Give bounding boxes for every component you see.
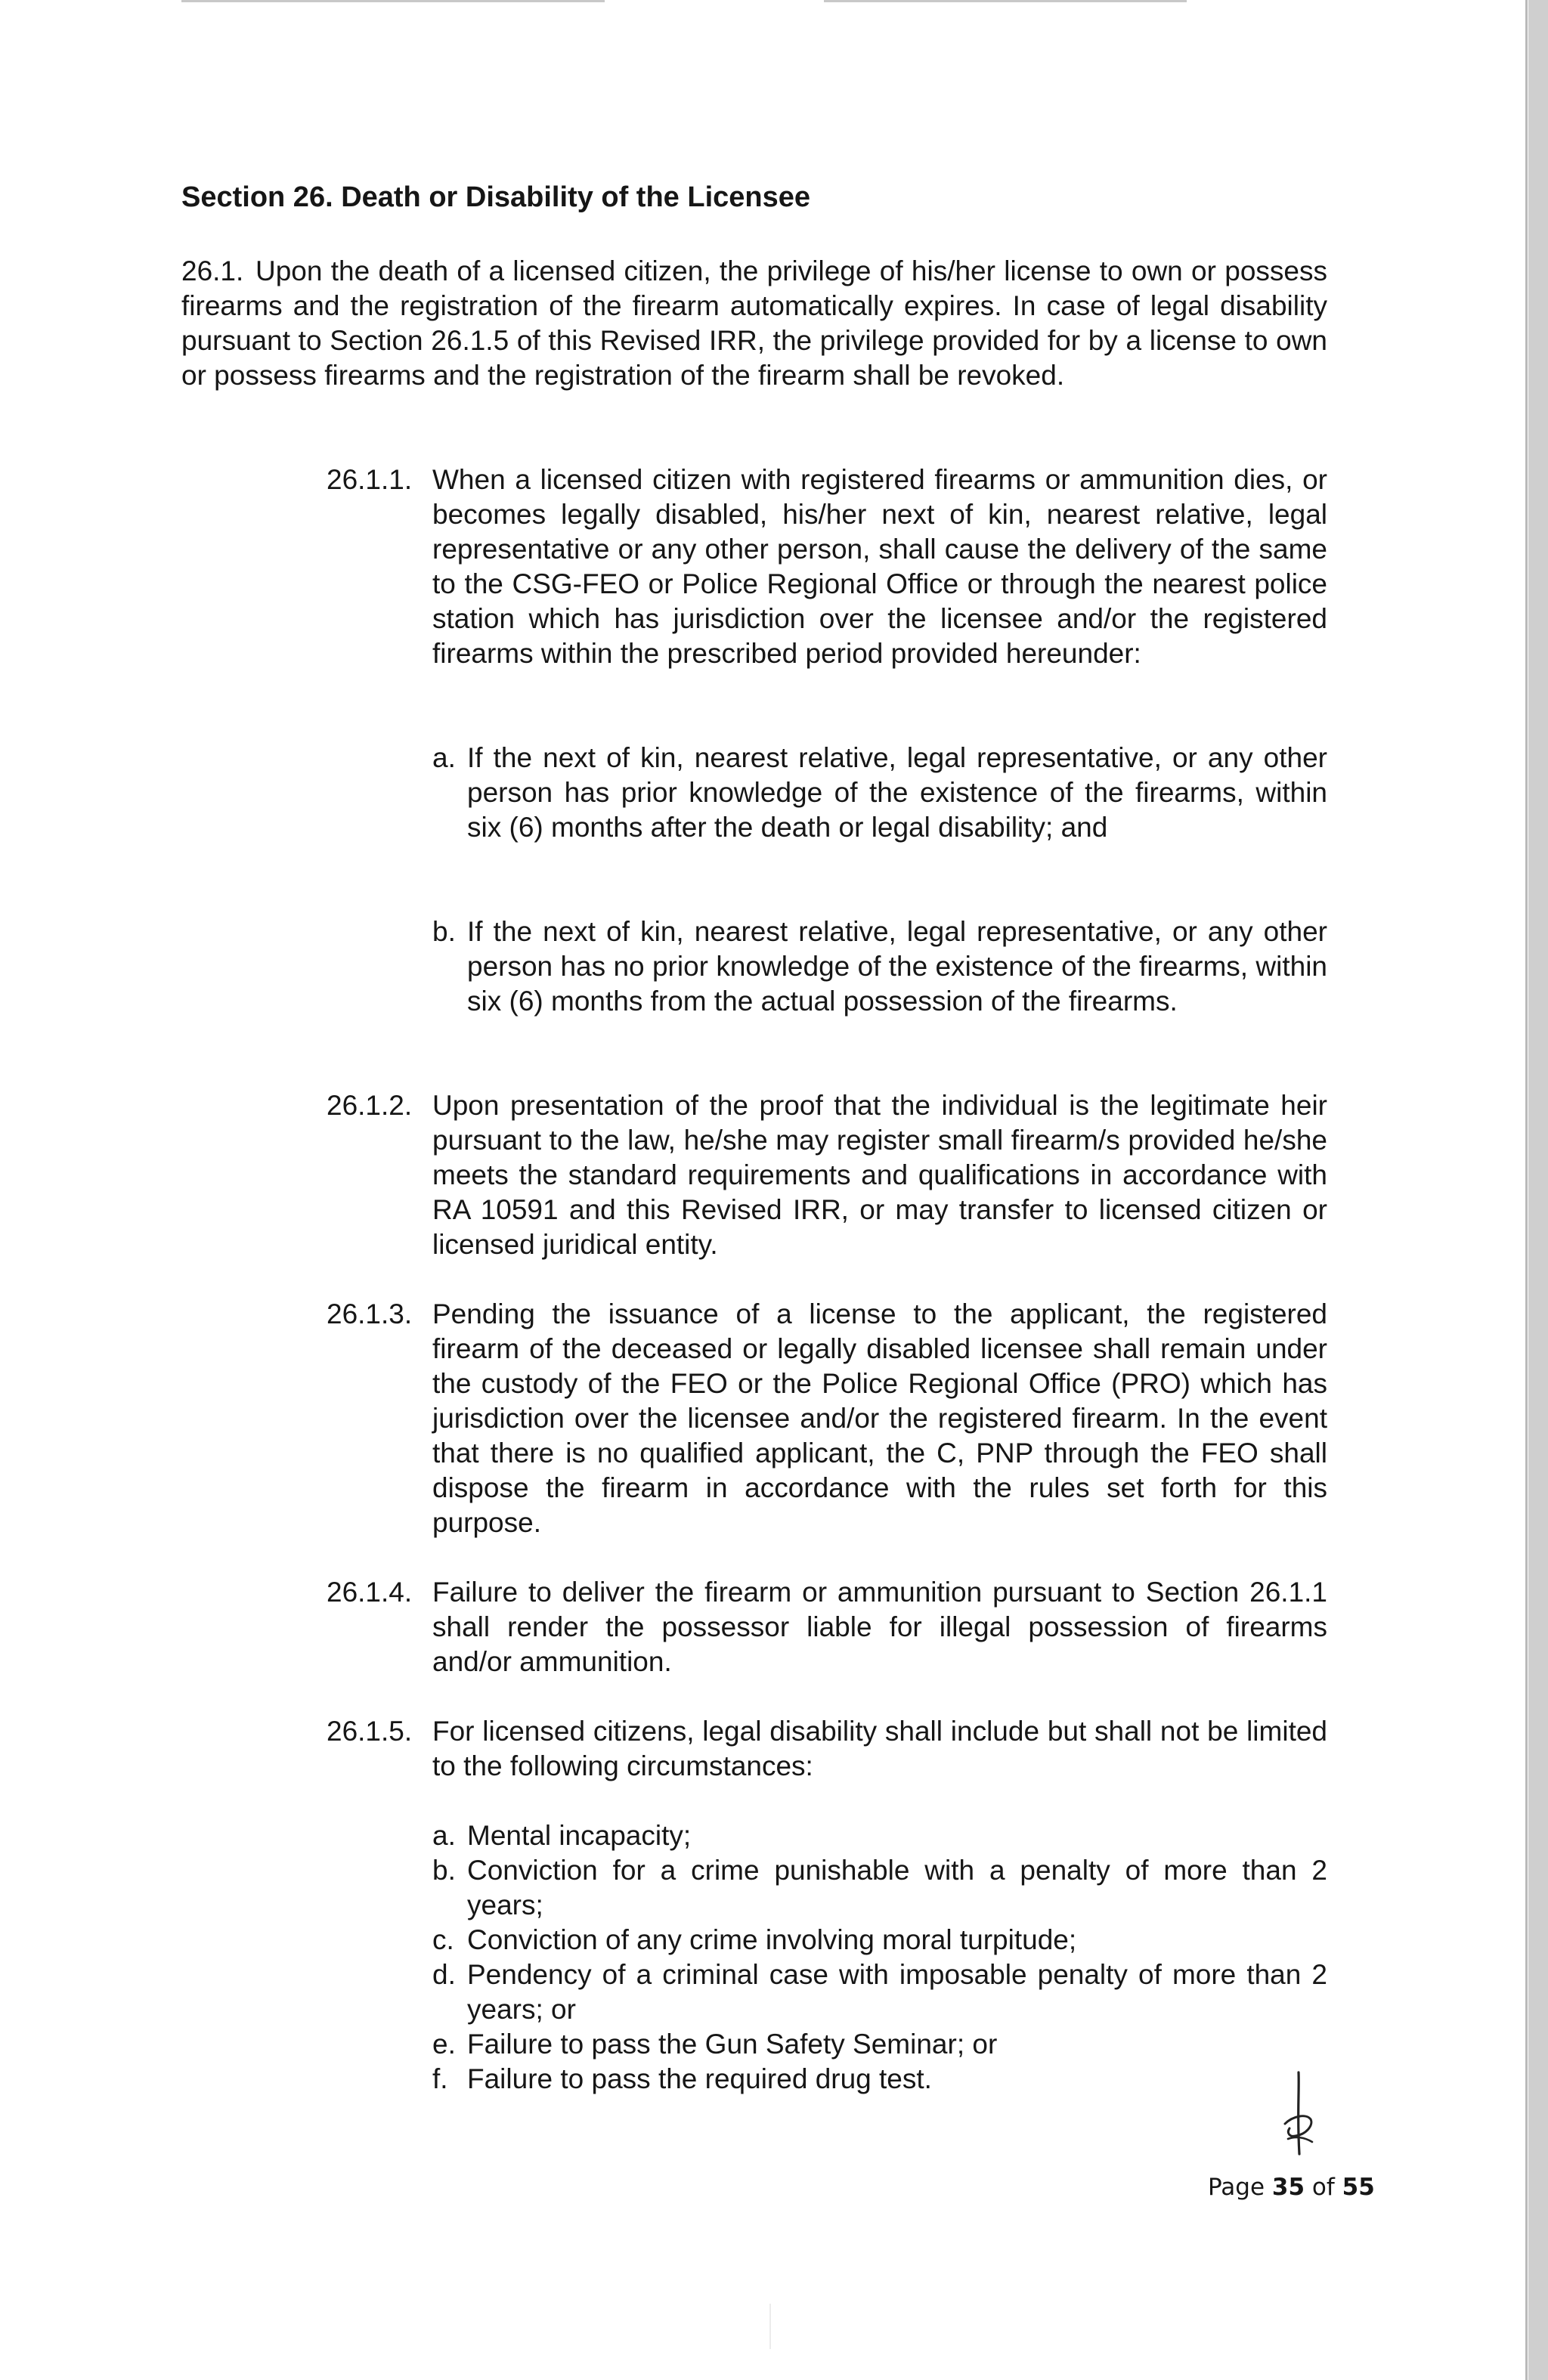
list-item-text: Failure to pass the required drug test. bbox=[467, 2063, 932, 2094]
scan-top-line bbox=[181, 0, 605, 2]
list-marker: f. bbox=[432, 2063, 448, 2094]
list-item-text: Conviction of any crime involving moral turpitude; bbox=[467, 1924, 1077, 1955]
list-item-text: Mental incapacity; bbox=[467, 1820, 692, 1851]
clause-text: For licensed citizens, legal disability shall include but shall not be limited to the following circumstances: bbox=[432, 1716, 1327, 1781]
scan-edge-line bbox=[1525, 0, 1528, 2380]
list-marker: d. bbox=[432, 1959, 456, 1990]
clause-number: 26.1.2. bbox=[327, 1090, 413, 1121]
list-marker: b. bbox=[432, 1855, 456, 1886]
page-label: Page bbox=[1208, 2174, 1265, 2201]
list-item-text: Conviction for a crime punishable with a penalty of more than 2 years; bbox=[467, 1855, 1327, 1920]
list-item-text: If the next of kin, nearest relative, legal representative, or any other person has no prior knowledge of the existence of the firearms, within six (6) months from the actual possession of the firearms. bbox=[467, 916, 1327, 1017]
page-current: 35 bbox=[1271, 2174, 1305, 2201]
list-marker: e. bbox=[432, 2029, 456, 2060]
list-marker: a. bbox=[432, 742, 456, 773]
clause-text: When a licensed citizen with registered firearms or ammunition dies, or becomes legally disabled, his/her next of kin, nearest relative, legal representative or any other person, shall cause the delivery of the same to the CSG-FEO or Police Regional Office or through the nearest police station which has jurisdiction over the licensee and/or the registered firearms within the prescribed period provided hereunder: bbox=[432, 464, 1327, 669]
scan-artifact bbox=[769, 2304, 771, 2349]
clause-number: 26.1.5. bbox=[327, 1716, 413, 1747]
clause-number: 26.1.3. bbox=[327, 1298, 413, 1329]
clause-text: Failure to deliver the firearm or ammunition pursuant to Section 26.1.1 shall render the possessor liable for illegal possession of firearms and/or ammunition. bbox=[432, 1577, 1327, 1677]
scan-edge bbox=[1528, 0, 1548, 2380]
list-item-text: Failure to pass the Gun Safety Seminar; or bbox=[467, 2029, 998, 2060]
list-item-text: Pendency of a criminal case with imposable penalty of more than 2 years; or bbox=[467, 1959, 1327, 2025]
list-marker: c. bbox=[432, 1924, 454, 1955]
page-total: 55 bbox=[1342, 2174, 1375, 2201]
scan-top-line bbox=[824, 0, 1187, 2]
clause-number: 26.1.1. bbox=[327, 464, 413, 495]
page-number bbox=[1208, 2174, 1375, 2201]
list-marker: a. bbox=[432, 1820, 456, 1851]
clause-text: Upon presentation of the proof that the individual is the legitimate heir pursuant to the law, he/she may register small firearm/s provided he/she meets the standard requirements and qualifications in accordance with RA 10591 and this Revised IRR, or may transfer to licensed citizen or licensed juridical entity. bbox=[432, 1090, 1327, 1260]
list-item-text: If the next of kin, nearest relative, legal representative, or any other person has prior knowledge of the existence of the firearms, within six (6) months after the death or legal disability; and bbox=[467, 742, 1327, 843]
signature-initials bbox=[1276, 2069, 1321, 2160]
clause-text: Pending the issuance of a license to the applicant, the registered firearm of the deceased or legally disabled licensee shall remain under the custody of the FEO or the Police Regional Office (PRO) which has jurisdiction over the licensee and/or the registered firearm. In the event that there is no qualified applicant, the C, PNP through the FEO shall dispose the firearm in accordance with the rules set forth for this purpose. bbox=[432, 1298, 1327, 1538]
clause-number: 26.1.4. bbox=[327, 1577, 413, 1608]
clause-text: Upon the death of a licensed citizen, the privilege of his/her license to own or possess firearms and the registration of the firearm automatically expires. In case of legal disability pursuant to Section 26.1.5 of this Revised IRR, the privilege provided for by a license to own or possess firearms and the registration of the firearm shall be revoked. bbox=[181, 255, 1327, 391]
section-title: Section 26. Death or Disability of the Licensee bbox=[181, 181, 811, 213]
page-of: of bbox=[1311, 2174, 1335, 2201]
clause-number: 26.1. bbox=[181, 255, 244, 286]
list-marker: b. bbox=[432, 916, 456, 947]
